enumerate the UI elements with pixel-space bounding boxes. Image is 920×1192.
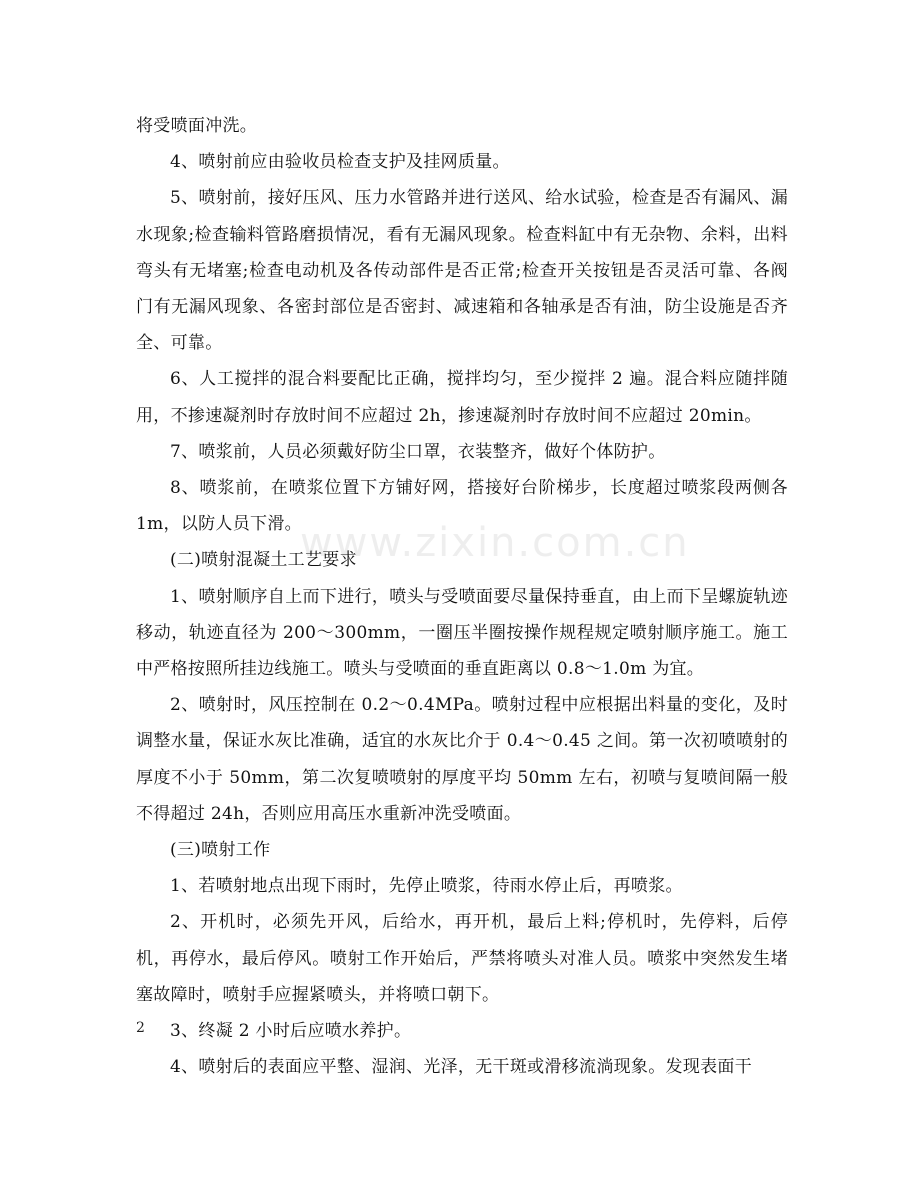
paragraph-item-8: 8、喷浆前，在喷浆位置下方铺好网，搭接好台阶梯步，长度超过喷浆段两侧各 1m，以防人员下滑。 (136, 478, 788, 535)
page-number: 2 (136, 1020, 145, 1036)
paragraph-item-6: 6、人工搅拌的混合料要配比正确，搅拌均匀，至少搅拌 2 遍。混合料应随拌随用，不掺速凝剂时存放时间不应超过 2h，掺速凝剂时存放时间不应超过 20min。 (136, 369, 788, 426)
paragraph-item-7: 7、喷浆前，人员必须戴好防尘口罩，衣装整齐，做好个体防护。 (170, 441, 666, 462)
section2-paragraph-2: 2、喷射时，风压控制在 0.2～0.4MPa。喷射过程中应根据出料量的变化，及时调整水量，保证水灰比准确，适宜的水灰比介于 0.4～0.45 之间。第一次初喷喷射的厚度不小于 50mm，第二次复喷喷射的厚度平均 50mm 左右，初喷与复喷间隔一般不得超过 24h，否则应用高压水重新冲洗受喷面。 (136, 695, 788, 824)
paragraph-item-4: 4、喷射前应由验收员检查支护及挂网质量。 (170, 152, 510, 173)
section3-paragraph-2: 2、开机时，必须先开风，后给水，再开机，最后上料;停机时，先停料，后停机，再停水，最后停风。喷射工作开始后，严禁将喷头对准人员。喷浆中突然发生堵塞故障时，喷射手应握紧喷头，并将喷口朝下。 (136, 912, 788, 1005)
watermark-text: www.zixin.com.cn (300, 520, 690, 566)
section3-paragraph-1: 1、若喷射地点出现下雨时，先停止喷浆，待雨水停止后，再喷浆。 (170, 876, 683, 897)
section3-paragraph-3: 3、终凝 2 小时后应喷水养护。 (170, 1021, 412, 1042)
section3-paragraph-4: 4、喷射后的表面应平整、湿润、光泽，无干斑或滑移流淌现象。发现表面干 (170, 1057, 753, 1078)
document-body (136, 108, 788, 1085)
section-heading-3: (三)喷射工作 (170, 840, 271, 861)
section2-paragraph-1: 1、喷射顺序自上而下进行，喷头与受喷面要尽量保持垂直，由上而下呈螺旋轨迹移动，轨迹直径为 200～300mm，一圈压半圈按操作规程规定喷射顺序施工。施工中严格按照所挂边线施工。喷头与受喷面的垂直距离以 0.8～1.0m 为宜。 (136, 586, 788, 680)
section-heading-2: (二)喷射混凝土工艺要求 (170, 550, 357, 571)
paragraph-item-5: 5、喷射前，接好压风、压力水管路并进行送风、给水试验，检查是否有漏风、漏水现象;检查输料管路磨损情况，看有无漏风现象。检查料缸中有无杂物、余料，出料弯头有无堵塞;检查电动机及各传动部件是否正常;检查开关按钮是否灵活可靠、各阀门有无漏风现象、各密封部位是否密封、减速箱和各轴承是否有油，防尘设施是否齐全、可靠。 (136, 188, 788, 354)
paragraph-continuation: 将受喷面冲洗。 (136, 116, 258, 136)
